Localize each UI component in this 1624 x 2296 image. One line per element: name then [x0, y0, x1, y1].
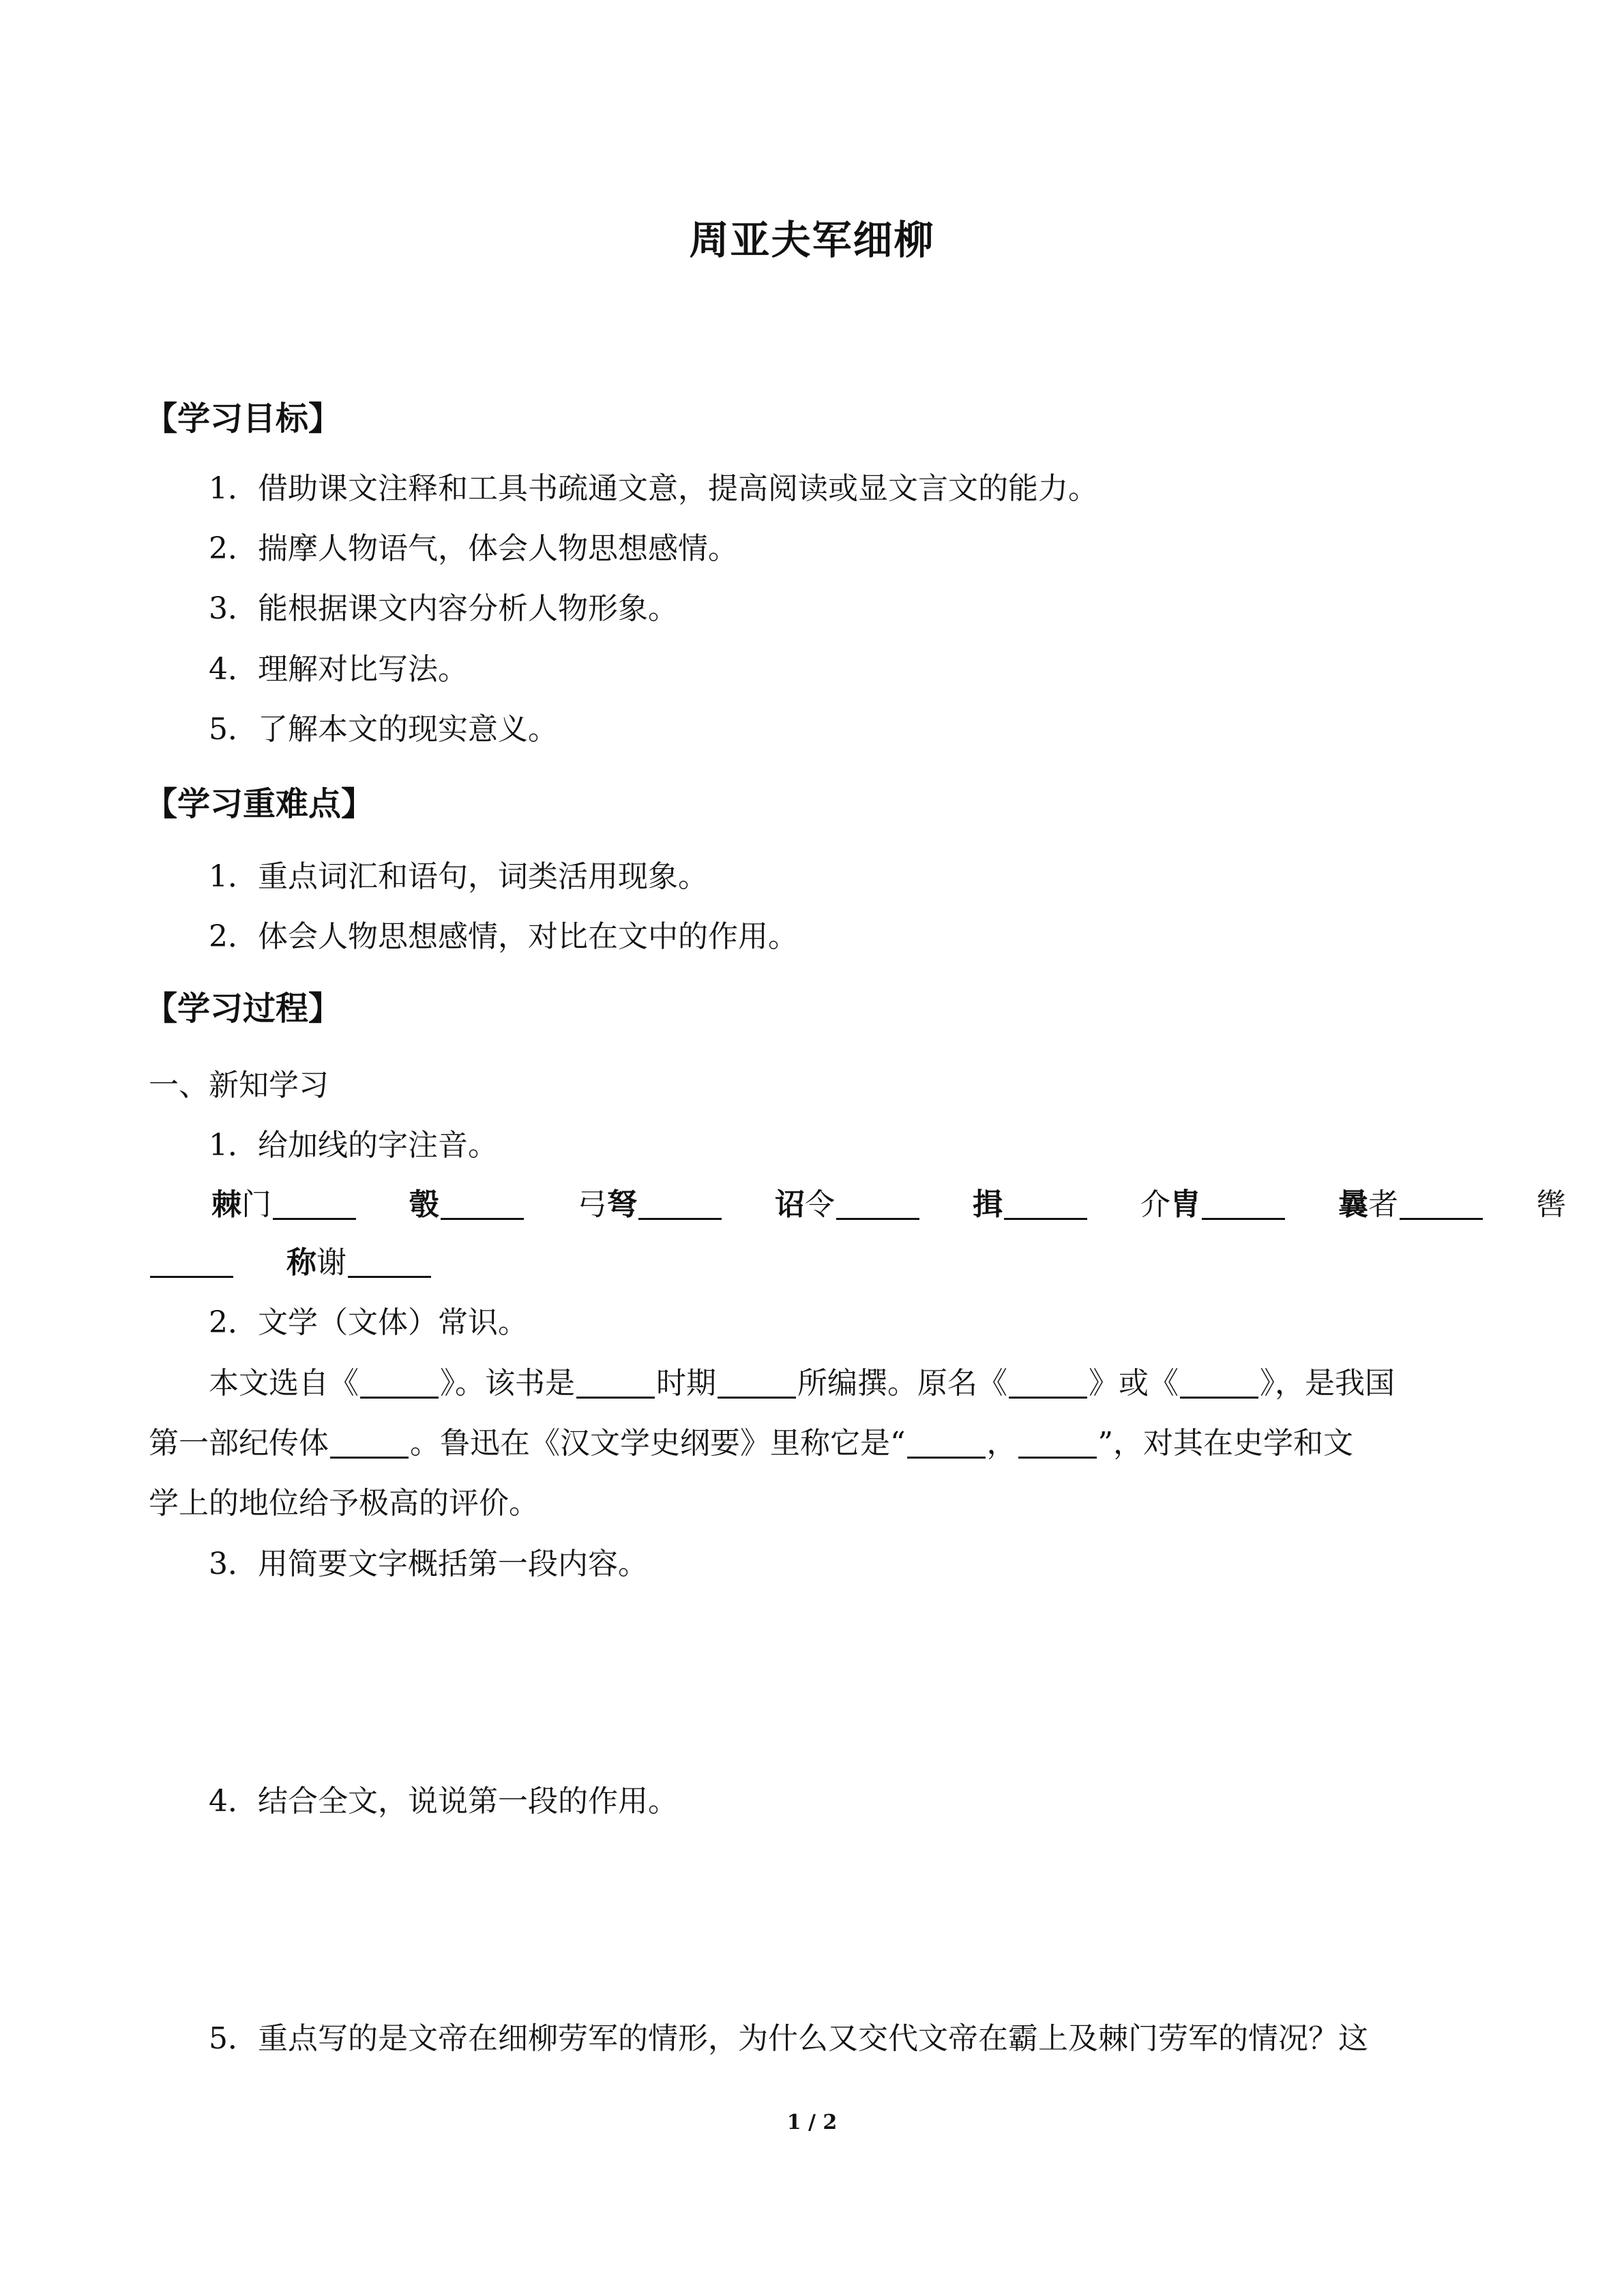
- pinyin-target-char: 揖: [973, 1187, 1003, 1222]
- goals-heading: 【学习目标】: [145, 400, 342, 438]
- question-4: 4．结合全文，说说第一段的作用。: [209, 1784, 678, 1819]
- page-number: 1 / 2: [786, 2111, 838, 2134]
- pinyin-row: 棘门 彀 弓弩 诏令 揖 介胄 曩者 辔: [211, 1187, 1566, 1222]
- answer-blank[interactable]: [836, 1191, 919, 1220]
- key-point-item: 1．重点词汇和语句，词类活用现象。: [209, 859, 708, 894]
- answer-blank[interactable]: [718, 1369, 796, 1399]
- answer-blank[interactable]: [1202, 1191, 1285, 1220]
- pinyin-target-char: 辔: [1536, 1187, 1566, 1222]
- pinyin-target-char: 棘: [211, 1187, 241, 1222]
- question-1: 1．给加线的字注音。: [209, 1128, 498, 1163]
- answer-blank[interactable]: [273, 1191, 356, 1220]
- q2-paragraph-line-2: 第一部纪传体 。鲁迅在《汉文学史纲要》里称它是“ ， ”，对其在史学和文: [149, 1426, 1353, 1461]
- goal-item: 1．借助课文注释和工具书疏通文意，提高阅读或显文言文的能力。: [209, 471, 1098, 506]
- goal-item: 4．理解对比写法。: [209, 652, 468, 687]
- key-points-heading: 【学习重难点】: [145, 785, 374, 823]
- answer-blank[interactable]: [1180, 1369, 1258, 1399]
- answer-blank[interactable]: [360, 1369, 439, 1399]
- pinyin-target-char: 弩: [607, 1187, 637, 1222]
- answer-blank[interactable]: [1400, 1191, 1483, 1220]
- goal-item: 2．揣摩人物语气，体会人物思想感情。: [209, 531, 738, 566]
- process-heading: 【学习过程】: [145, 989, 342, 1028]
- q2-paragraph-line-1: 本文选自《 》。该书是 时期 所编撰。原名《 》或《 》，是我国: [209, 1366, 1395, 1401]
- goal-item: 5．了解本文的现实意义。: [209, 712, 558, 747]
- answer-blank[interactable]: [330, 1429, 409, 1459]
- answer-blank[interactable]: [441, 1191, 524, 1220]
- question-5: 5．重点写的是文帝在细柳劳军的情形，为什么又交代文帝在霸上及棘门劳军的情况？这: [209, 2021, 1368, 2056]
- answer-blank[interactable]: [907, 1429, 986, 1459]
- question-3: 3．用简要文字概括第一段内容。: [209, 1547, 648, 1581]
- pinyin-target-char: 称: [286, 1245, 316, 1280]
- q2-paragraph-line-3: 学上的地位给予极高的评价。: [149, 1486, 539, 1521]
- answer-blank[interactable]: [150, 1249, 233, 1278]
- goal-item: 3．能根据课文内容分析人物形象。: [209, 591, 678, 626]
- pinyin-target-char: 诏: [775, 1187, 805, 1222]
- answer-blank[interactable]: [1009, 1369, 1087, 1399]
- key-point-item: 2．体会人物思想感情，对比在文中的作用。: [209, 919, 798, 954]
- answer-blank[interactable]: [576, 1369, 655, 1399]
- pinyin-row-continued: 称谢: [149, 1248, 432, 1278]
- answer-blank[interactable]: [1004, 1191, 1087, 1220]
- answer-blank[interactable]: [348, 1249, 431, 1278]
- part-one-title: 一、新知学习: [149, 1068, 329, 1103]
- pinyin-target-char: 彀: [409, 1187, 439, 1222]
- answer-blank[interactable]: [638, 1191, 722, 1220]
- pinyin-target-char: 胄: [1170, 1187, 1200, 1222]
- answer-blank[interactable]: [1018, 1429, 1097, 1459]
- pinyin-target-char: 曩: [1338, 1187, 1368, 1222]
- question-2: 2．文学（文体）常识。: [209, 1305, 528, 1340]
- page-title: 周亚夫军细柳: [689, 217, 935, 263]
